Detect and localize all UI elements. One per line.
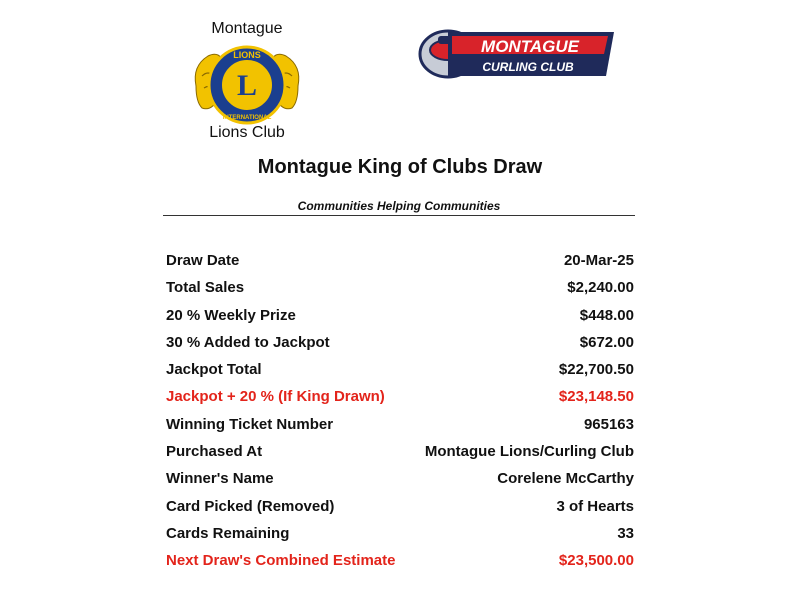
row-label: Total Sales [166,279,245,297]
row-label: Next Draw's Combined Estimate [166,552,396,570]
curling-logo-line2: CURLING CLUB [482,60,574,74]
row-label: Winner's Name [166,470,274,488]
row-value: 3 of Hearts [556,497,634,515]
curling-stone-icon [418,26,618,81]
row-total-sales [166,276,634,303]
row-value: $22,700.50 [558,361,634,379]
row-purchased-at [166,440,634,467]
page-title: Montague King of Clubs Draw [257,156,543,178]
row-label: Winning Ticket Number [166,415,334,433]
emblem-top-text: LIONS [233,50,261,60]
lions-logo-bottom-text: Lions Club [209,124,285,141]
row-value: 33 [617,524,634,542]
emblem-bottom-text: INTERNATIONAL [222,115,272,121]
emblem-letter: L [236,69,258,102]
row-card-picked [166,495,634,522]
row-added-to-jackpot [166,331,634,358]
row-value: $2,240.00 [567,279,634,297]
row-value: Corelene McCarthy [497,470,634,488]
draw-results-list [166,249,634,577]
row-value: $672.00 [579,333,634,351]
row-winning-ticket [166,413,634,440]
curling-club-logo [418,26,618,81]
lions-emblem-icon [190,42,304,130]
row-value: Montague Lions/Curling Club [424,443,634,461]
row-label: 30 % Added to Jackpot [166,333,330,351]
row-label: Draw Date [166,252,240,269]
row-value: 20-Mar-25 [563,252,634,269]
lions-logo-top-text: Montague [211,20,283,37]
row-cards-remaining [166,522,634,549]
row-draw-date [166,249,634,276]
row-value: $23,500.00 [558,552,634,570]
lions-club-logo [188,20,306,150]
row-jackpot-total [166,358,634,385]
row-winner-name [166,467,634,494]
curling-logo-line1: MONTAGUE [481,37,579,56]
row-label: Jackpot Total [166,361,262,379]
divider [163,215,635,216]
row-label: 20 % Weekly Prize [166,306,296,324]
row-value: 965163 [583,415,634,433]
page-subtitle: Communities Helping Communities [297,199,501,213]
row-label: Cards Remaining [166,524,290,542]
row-value: $23,148.50 [558,388,634,406]
row-value: $448.00 [579,306,634,324]
row-label: Jackpot + 20 % (If King Drawn) [166,388,385,406]
row-label: Purchased At [166,443,263,461]
row-weekly-prize [166,304,634,331]
row-next-draw-estimate [166,549,634,576]
row-label: Card Picked (Removed) [166,497,335,515]
row-jackpot-if-king-drawn [166,385,634,412]
